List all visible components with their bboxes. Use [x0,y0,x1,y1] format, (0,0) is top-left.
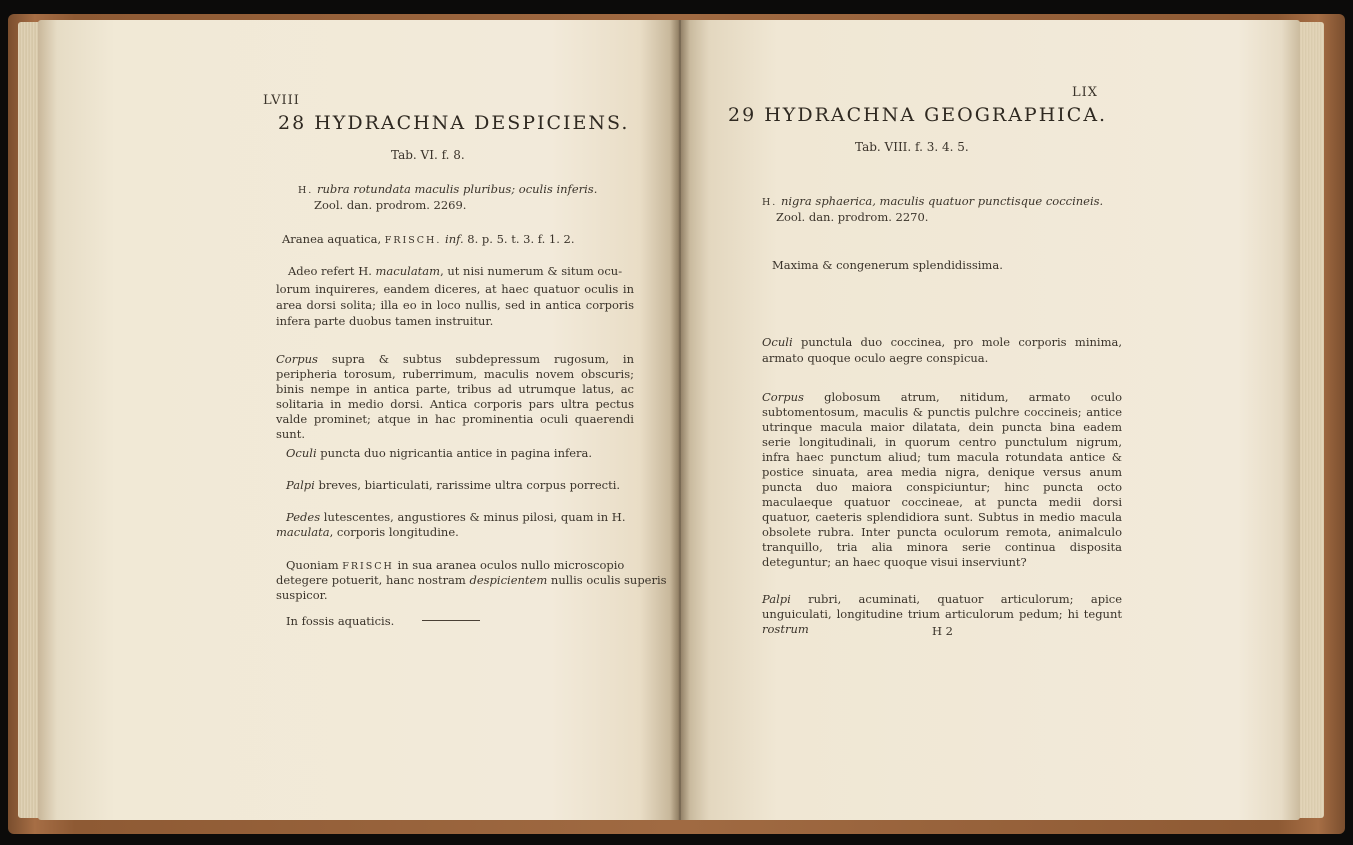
paragraph-corpus: Corpus globosum atrum, nitidum, armato oculo subtomentosum, maculis & punctis pulchre coccineis; antice utrinque macula maior dilatata, dein puncta bina eadem serie longitudinali, in quorum centro punctulum nigrum, infra haec punctum aliud; tum macula rotundata antice & postice sinuata, area media nigra, denique versus anum puncta duo maiora conspiciuntur; hinc puncta octo maculaeque quatuor coccineae, at puncta medii dorsi quatuor, caeteris splendidiora sunt. Subtus in medio macula obsolete rubra. Inter puncta oculorum remota, animalculo tranquillo, tria alia minora serie continua disposita deteguntur; an haec quoque visui inserviunt? [762,390,1123,569]
left-page [38,20,678,820]
zoology-reference: Zool. dan. prodrom. 2270. [776,210,929,224]
paragraph-quoniam-end: suspicor. [276,588,328,602]
paragraph-palpi: Palpi breves, biarticulati, rarissime ultra corpus porrecti. [286,478,621,492]
signature-mark: H 2 [932,624,954,638]
right-page [678,20,1300,820]
book-gutter [670,20,690,820]
species-number: 29 [728,104,757,126]
synonym-reference: Aranea aquatica, FRISCH. inf. 8. p. 5. t. 3. f. 1. 2. [282,232,575,246]
paragraph-line: Adeo refert H. maculatam, ut nisi numerum & situm ocu- [288,264,623,278]
diagnosis: H. nigra sphaerica, maculis quatuor punctisque coccineis. [762,194,1104,208]
habitat: In fossis aquaticis. [286,614,395,628]
end-rule [422,620,480,621]
paragraph-adeo: lorum inquireres, eandem diceres, at haec quatuor oculis in area dorsi solita; illa eo in loco nullis, sed in antica corporis infera parte duobus tamen instruitur. [276,282,634,328]
page-title [278,112,630,134]
plate-reference: Tab. VI. f. 8. [391,148,465,162]
paragraph-corpus: Corpus supra & subtus subdepressum rugosum, in peripheria torosum, ruberrimum, maculis novem obscuris; binis nempe in antica parte, tribus ad utrumque latus, ac solitaria in medio dorsi. Antica corporis pars ultra pectus valde prominet; atque in hac prominentia oculi quaerendi sunt. [276,352,634,441]
plate-reference: Tab. VIII. f. 3. 4. 5. [855,140,969,154]
species-number: 28 [278,112,307,134]
species-name: HYDRACHNA DESPICIENS. [314,112,630,134]
paragraph-oculi: Oculi punctula duo coccinea, pro mole corporis minima, armato quoque oculo aegre conspicua. [762,335,1123,365]
species-name: HYDRACHNA GEOGRAPHICA. [764,104,1108,126]
paragraph-quoniam: Quoniam FRISCH in sua aranea oculos nullo microscopio [286,558,625,572]
paragraph-quoniam-cont: detegere potuerit, hanc nostram despicientem nullis oculis superis [276,573,667,587]
page-number: LIX [1072,85,1099,100]
paragraph-palpi: Palpi rubri, acuminati, quatuor articulorum; apice unguiculati, longitudine trium articulorum pedum; hi tegunt rostrum [762,592,1122,636]
paragraph-pedes: Pedes lutescentes, angustiores & minus pilosi, quam in H. [286,510,626,524]
page-title [728,104,1108,126]
paragraph-oculi: Oculi puncta duo nigricantia antice in pagina infera. [286,446,593,460]
page-number: LVIII [263,93,300,108]
zoology-reference: Zool. dan. prodrom. 2269. [314,198,467,212]
paragraph-pedes-cont: maculata, corporis longitudine. [276,525,459,539]
diagnosis: H. rubra rotundata maculis pluribus; oculis inferis. [298,182,598,196]
maxima-note: Maxima & congenerum splendidissima. [772,258,1003,272]
